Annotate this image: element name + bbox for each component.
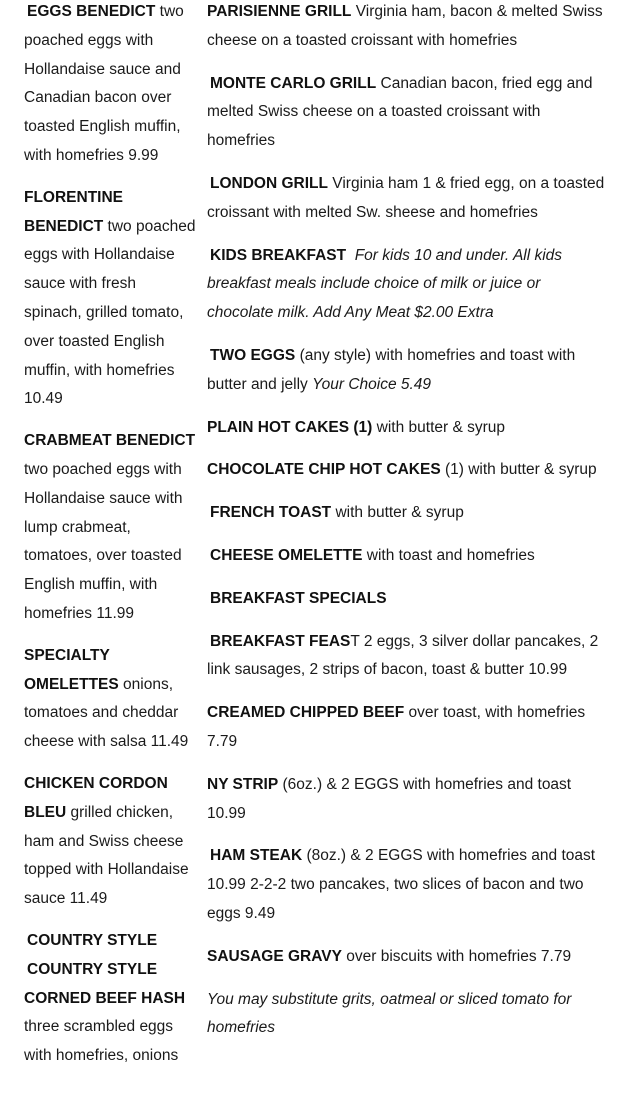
menu-item-two-eggs xyxy=(207,342,607,400)
menu-item-ham-steak xyxy=(207,842,607,928)
item-name: CHICKEN CORDON BLEU xyxy=(24,774,168,821)
menu-item-specialty-omelettes xyxy=(24,642,196,757)
item-name: LONDON GRILL xyxy=(210,174,328,192)
item-description: two poached eggs with Hollandaise sauce and Canadian bacon over toasted English muffin, with homefries 9.99 xyxy=(24,3,184,164)
section-heading: BREAKFAST SPECIALS xyxy=(210,589,387,607)
item-name: TWO EGGS xyxy=(210,346,296,364)
menu-item-kids-breakfast xyxy=(207,242,607,328)
menu-item-cheese-omelette xyxy=(207,542,607,571)
item-description: with toast and homefries xyxy=(366,546,535,564)
menu-item-breakfast-feast xyxy=(207,628,607,686)
item-description: (any style) with homefries and toast with butter and jelly xyxy=(207,346,576,393)
menu-item-crabmeat-benedict xyxy=(24,427,196,629)
menu-item-french-toast xyxy=(207,499,607,528)
item-description: onions, tomatoes and cheddar cheese with salsa 11.49 xyxy=(24,675,189,751)
item-name: KIDS BREAKFAST xyxy=(210,246,347,264)
item-name-prefix: COUNTRY STYLE xyxy=(27,931,158,949)
menu-item-florentine-benedict xyxy=(24,184,196,414)
item-name: CHEESE OMELETTE xyxy=(210,546,363,564)
left-menu-column xyxy=(24,0,196,1084)
item-name: NY STRIP xyxy=(207,775,279,793)
item-description: (6oz.) & 2 EGGS with homefries and toast 10.99 xyxy=(207,775,572,822)
menu-item-chicken-cordon-bleu xyxy=(24,770,196,914)
item-name: MONTE CARLO GRILL xyxy=(210,74,377,92)
section-heading-breakfast-specials xyxy=(207,585,607,614)
item-name: COUNTRY STYLE CORNED BEEF HASH xyxy=(24,960,186,1007)
menu-item-parisienne-grill xyxy=(207,0,607,56)
item-name: SAUSAGE GRAVY xyxy=(207,947,342,965)
item-note: For kids 10 and under. All kids breakfast meals include choice of milk or juice or chocolate milk. Add Any Meat $2.00 Extra xyxy=(207,246,563,322)
menu-item-eggs-benedict xyxy=(24,0,196,171)
menu-item-sausage-gravy xyxy=(207,943,607,972)
item-name: EGGS BENEDICT xyxy=(27,3,156,20)
item-name: FRENCH TOAST xyxy=(210,504,332,522)
item-description: (8oz.) & 2 EGGS with homefries and toast 10.99 2-2-2 two pancakes, two slices of bacon and two eggs 9.49 xyxy=(207,847,596,922)
item-name: BREAKFAST FEAS xyxy=(210,632,351,650)
menu-item-plain-hot-cakes xyxy=(207,414,607,443)
menu-item-corned-beef-hash xyxy=(24,927,196,1071)
item-description: grilled chicken, ham and Swiss cheese topped with Hollandaise sauce 11.49 xyxy=(24,803,189,908)
item-description: over toast, with homefries 7.79 xyxy=(207,704,586,750)
right-menu-column xyxy=(207,0,607,1057)
item-name: PARISIENNE GRILL xyxy=(207,3,352,20)
menu-item-monte-carlo-grill xyxy=(207,70,607,156)
item-name: SPECIALTY OMELETTES xyxy=(24,646,119,693)
item-description: Canadian bacon, fried egg and melted Swiss cheese on a toasted croissant with homefries xyxy=(207,74,593,150)
item-description: two poached eggs with Hollandaise sauce with lump crabmeat, tomatoes, over toasted English muffin, with homefries 11.99 xyxy=(24,460,183,622)
item-description: over biscuits with homefries 7.79 xyxy=(346,947,572,965)
item-description: with butter & syrup xyxy=(335,504,464,522)
item-name: FLORENTINE BENEDICT xyxy=(24,188,124,235)
menu-item-london-grill xyxy=(207,170,607,228)
item-price-note: Your Choice 5.49 xyxy=(312,375,432,393)
item-name: PLAIN HOT CAKES (1) xyxy=(207,418,373,436)
item-description: three scrambled eggs with homefries, onions xyxy=(24,1018,179,1065)
item-name: HAM STEAK xyxy=(210,847,303,865)
menu-item-chocolate-chip-hot-cakes xyxy=(207,456,607,485)
item-description: T 2 eggs, 3 silver dollar pancakes, 2 link sausages, 2 strips of bacon, toast & butter 10.99 xyxy=(207,632,599,679)
item-description: with butter & syrup xyxy=(376,418,506,436)
item-name: CREAMED CHIPPED BEEF xyxy=(207,704,405,722)
item-description: Virginia ham 1 & fried egg, on a toasted croissant with melted Sw. sheese and homefries xyxy=(207,174,605,221)
substitution-note: You may substitute grits, oatmeal or sliced tomato for homefries xyxy=(207,990,572,1037)
item-name: CHOCOLATE CHIP HOT CAKES xyxy=(207,461,441,479)
menu-item-creamed-chipped-beef xyxy=(207,699,607,757)
menu-item-ny-strip xyxy=(207,771,607,829)
item-description: (1) with butter & syrup xyxy=(444,461,597,479)
item-description: two poached eggs with Hollandaise sauce with fresh spinach, grilled tomato, over toasted English muffin, with homefries 10.49 xyxy=(24,217,196,408)
item-description: Virginia ham, bacon & melted Swiss cheese on a toasted croissant with homefries xyxy=(207,3,603,49)
item-name: CRABMEAT BENEDICT xyxy=(24,432,196,450)
